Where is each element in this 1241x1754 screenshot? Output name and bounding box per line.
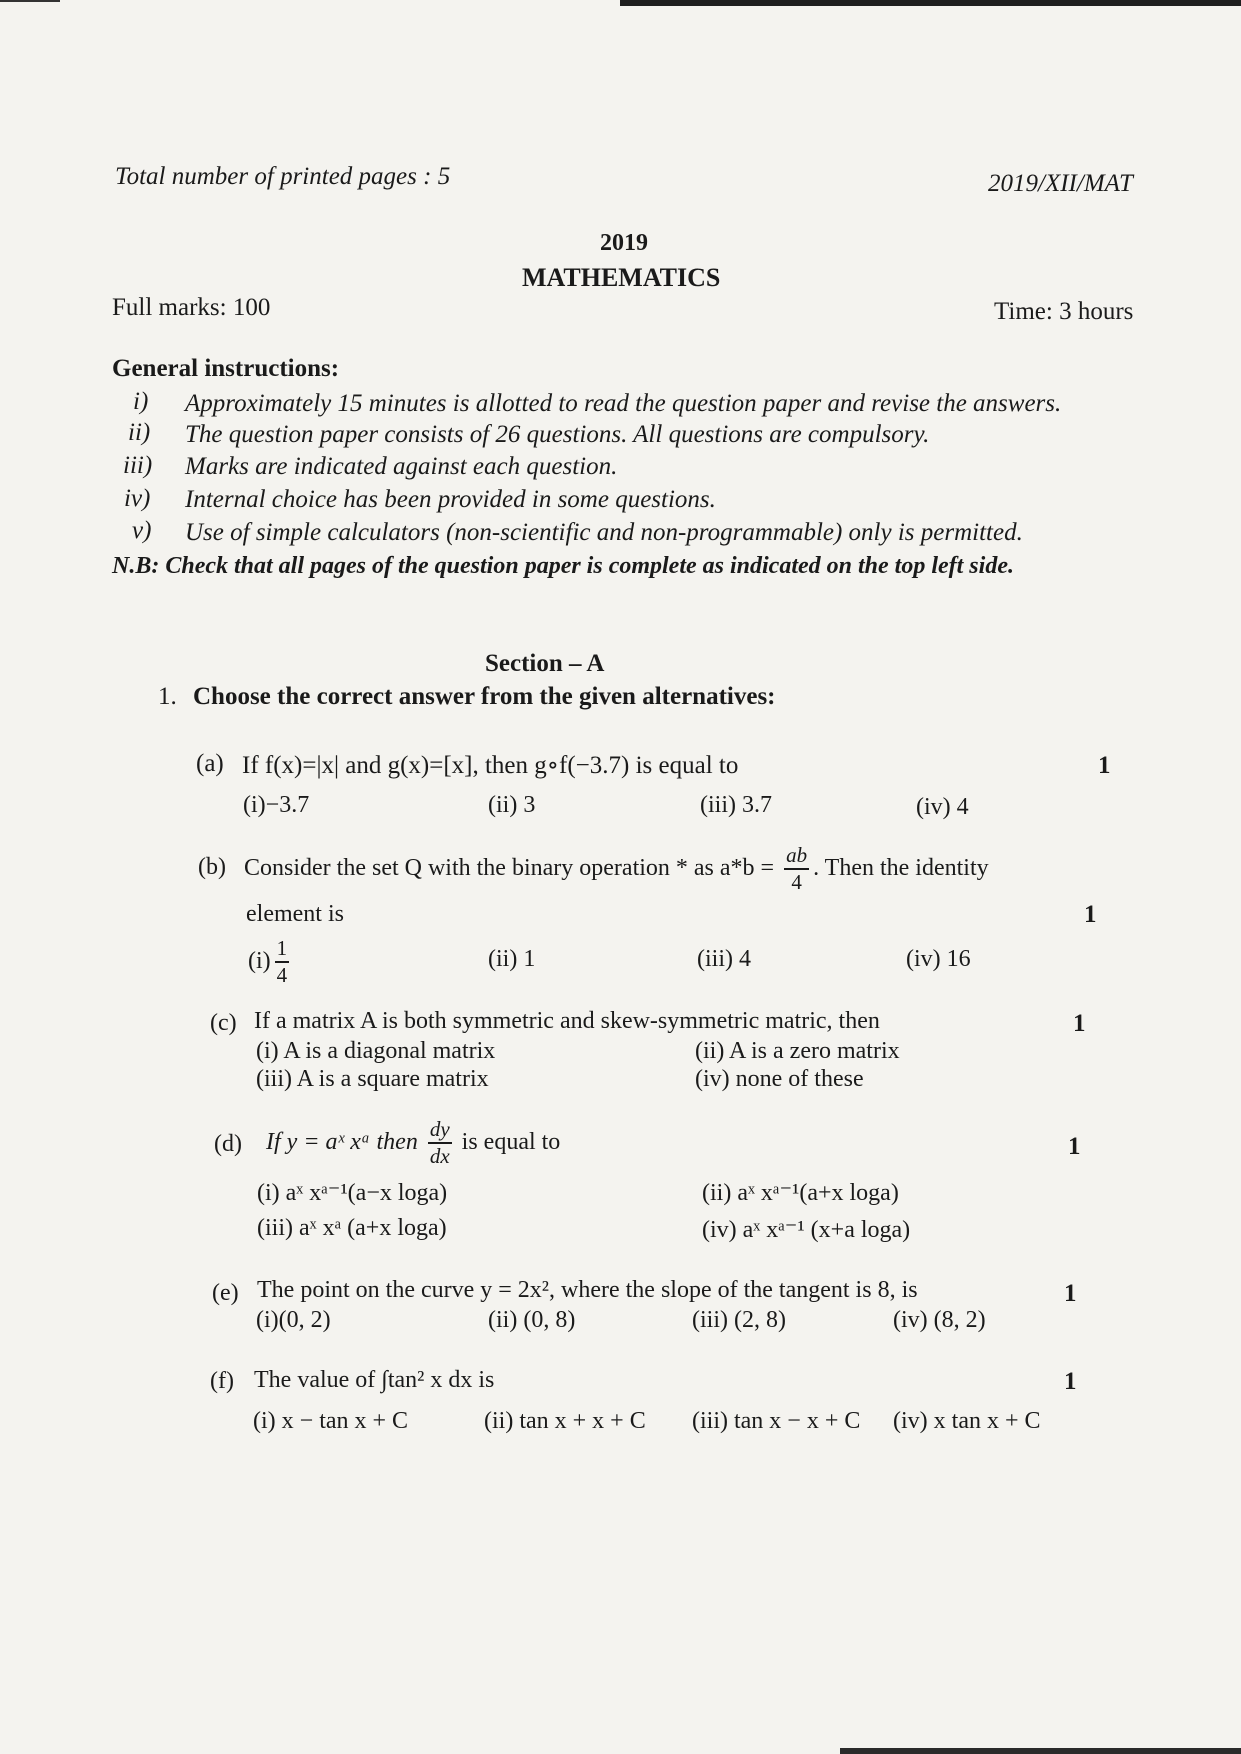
fraction-denominator: 4 [791, 870, 802, 895]
fraction [275, 938, 290, 986]
marks: 1 [1068, 1133, 1081, 1160]
option: (iii) A is a square matrix [256, 1066, 489, 1092]
option: (iv) (8, 2) [893, 1307, 986, 1333]
option: (iii) aˣ xᵃ (a+x loga) [257, 1215, 447, 1241]
fraction-numerator: dy [428, 1119, 452, 1144]
option: (iii) 4 [697, 946, 751, 972]
subquestion-stem [266, 1112, 560, 1172]
instruction-num: v) [132, 517, 152, 544]
option [248, 933, 293, 989]
option: (iii) tan x − x + C [692, 1408, 861, 1434]
option: (iv) aˣ xᵃ⁻¹ (x+a loga) [702, 1217, 911, 1243]
instruction-text: Approximately 15 minutes is allotted to read the question paper and revise the answers. [185, 390, 1062, 417]
option: (ii) tan x + x + C [484, 1408, 646, 1434]
option: (ii) 1 [488, 946, 536, 972]
instruction-text: Use of simple calculators (non-scientific and non-programmable) only is permitted. [185, 519, 1023, 546]
instruction-num: i) [133, 388, 149, 415]
subquestion-label: (a) [196, 750, 224, 777]
subquestion-stem: The point on the curve y = 2x², where the slope of the tangent is 8, is [257, 1277, 918, 1303]
subquestion-stem: If a matrix A is both symmetric and skew-symmetric matric, then [254, 1008, 880, 1034]
option: (i)(0, 2) [256, 1307, 331, 1333]
subquestion-stem [244, 838, 989, 898]
scan-edge-top-left [0, 0, 60, 2]
scan-edge-bottom [840, 1748, 1241, 1754]
fraction-numerator: ab [784, 845, 809, 870]
stem-pre: Consider the set Q with the binary operation * as a*b = [244, 855, 775, 881]
option: (iv) 4 [916, 794, 969, 820]
option: (ii) 3 [488, 792, 536, 818]
subquestion-label: (b) [198, 854, 226, 880]
instruction-num: iii) [123, 452, 153, 479]
option: (i) A is a diagonal matrix [256, 1038, 496, 1064]
subquestion-stem: The value of ∫tan² x dx is [254, 1367, 495, 1393]
option: (iv) none of these [695, 1066, 864, 1092]
option: (iv) 16 [906, 946, 971, 972]
exam-year: 2019 [600, 230, 648, 256]
fraction-numerator: 1 [275, 938, 290, 963]
instructions-heading: General instructions: [112, 355, 340, 382]
marks: 1 [1073, 1010, 1086, 1037]
option: (ii) (0, 8) [488, 1307, 576, 1333]
marks: 1 [1064, 1368, 1077, 1395]
subquestion-label: (e) [212, 1280, 239, 1306]
option: (i) x − tan x + C [253, 1408, 409, 1434]
stem-post: is equal to [461, 1129, 561, 1155]
question-instruction: Choose the correct answer from the given alternatives: [193, 683, 776, 710]
scan-edge-top [620, 0, 1241, 6]
instruction-num: iv) [124, 485, 151, 512]
instruction-text: Marks are indicated against each question. [185, 453, 618, 480]
time-allowed: Time: 3 hours [994, 298, 1134, 325]
subquestion-label: (c) [210, 1010, 237, 1036]
subquestion-label: (f) [210, 1368, 234, 1394]
question-number: 1. [158, 683, 177, 710]
fraction [428, 1119, 452, 1167]
subquestion-stem: If f(x)=|x| and g(x)=[x], then g∘f(−3.7) is equal to [242, 752, 739, 779]
paper-code: 2019/XII/MAT [988, 170, 1133, 197]
stem-post: . Then the identity [813, 855, 989, 881]
option: (iii) (2, 8) [692, 1307, 786, 1333]
section-title: Section – A [485, 650, 605, 677]
instruction-text: Internal choice has been provided in some questions. [185, 486, 716, 513]
option: (i) aˣ xᵃ⁻¹(a−x loga) [257, 1180, 448, 1206]
option-label: (i) [248, 948, 271, 974]
full-marks: Full marks: 100 [112, 294, 271, 321]
option: (i)−3.7 [243, 792, 310, 818]
printed-pages-note: Total number of printed pages : 5 [115, 163, 451, 190]
stem-pre: If y = aˣ xᵃ then [266, 1129, 418, 1155]
fraction-denominator: dx [429, 1144, 450, 1169]
fraction [784, 845, 809, 893]
marks: 1 [1084, 901, 1097, 928]
nb-note: N.B: Check that all pages of the question paper is complete as indicated on the top left side. [112, 553, 1014, 579]
marks: 1 [1098, 752, 1111, 779]
option: (iii) 3.7 [700, 792, 772, 818]
marks: 1 [1064, 1280, 1077, 1307]
subject-title: MATHEMATICS [522, 263, 721, 292]
option: (ii) aˣ xᵃ⁻¹(a+x loga) [702, 1180, 899, 1206]
option: (ii) A is a zero matrix [695, 1038, 900, 1064]
instruction-text: The question paper consists of 26 questions. All questions are compulsory. [185, 421, 930, 448]
option: (iv) x tan x + C [893, 1408, 1041, 1434]
subquestion-label: (d) [214, 1131, 242, 1157]
fraction-denominator: 4 [276, 963, 288, 988]
instruction-num: ii) [128, 419, 151, 446]
subquestion-stem-continued: element is [246, 901, 344, 927]
